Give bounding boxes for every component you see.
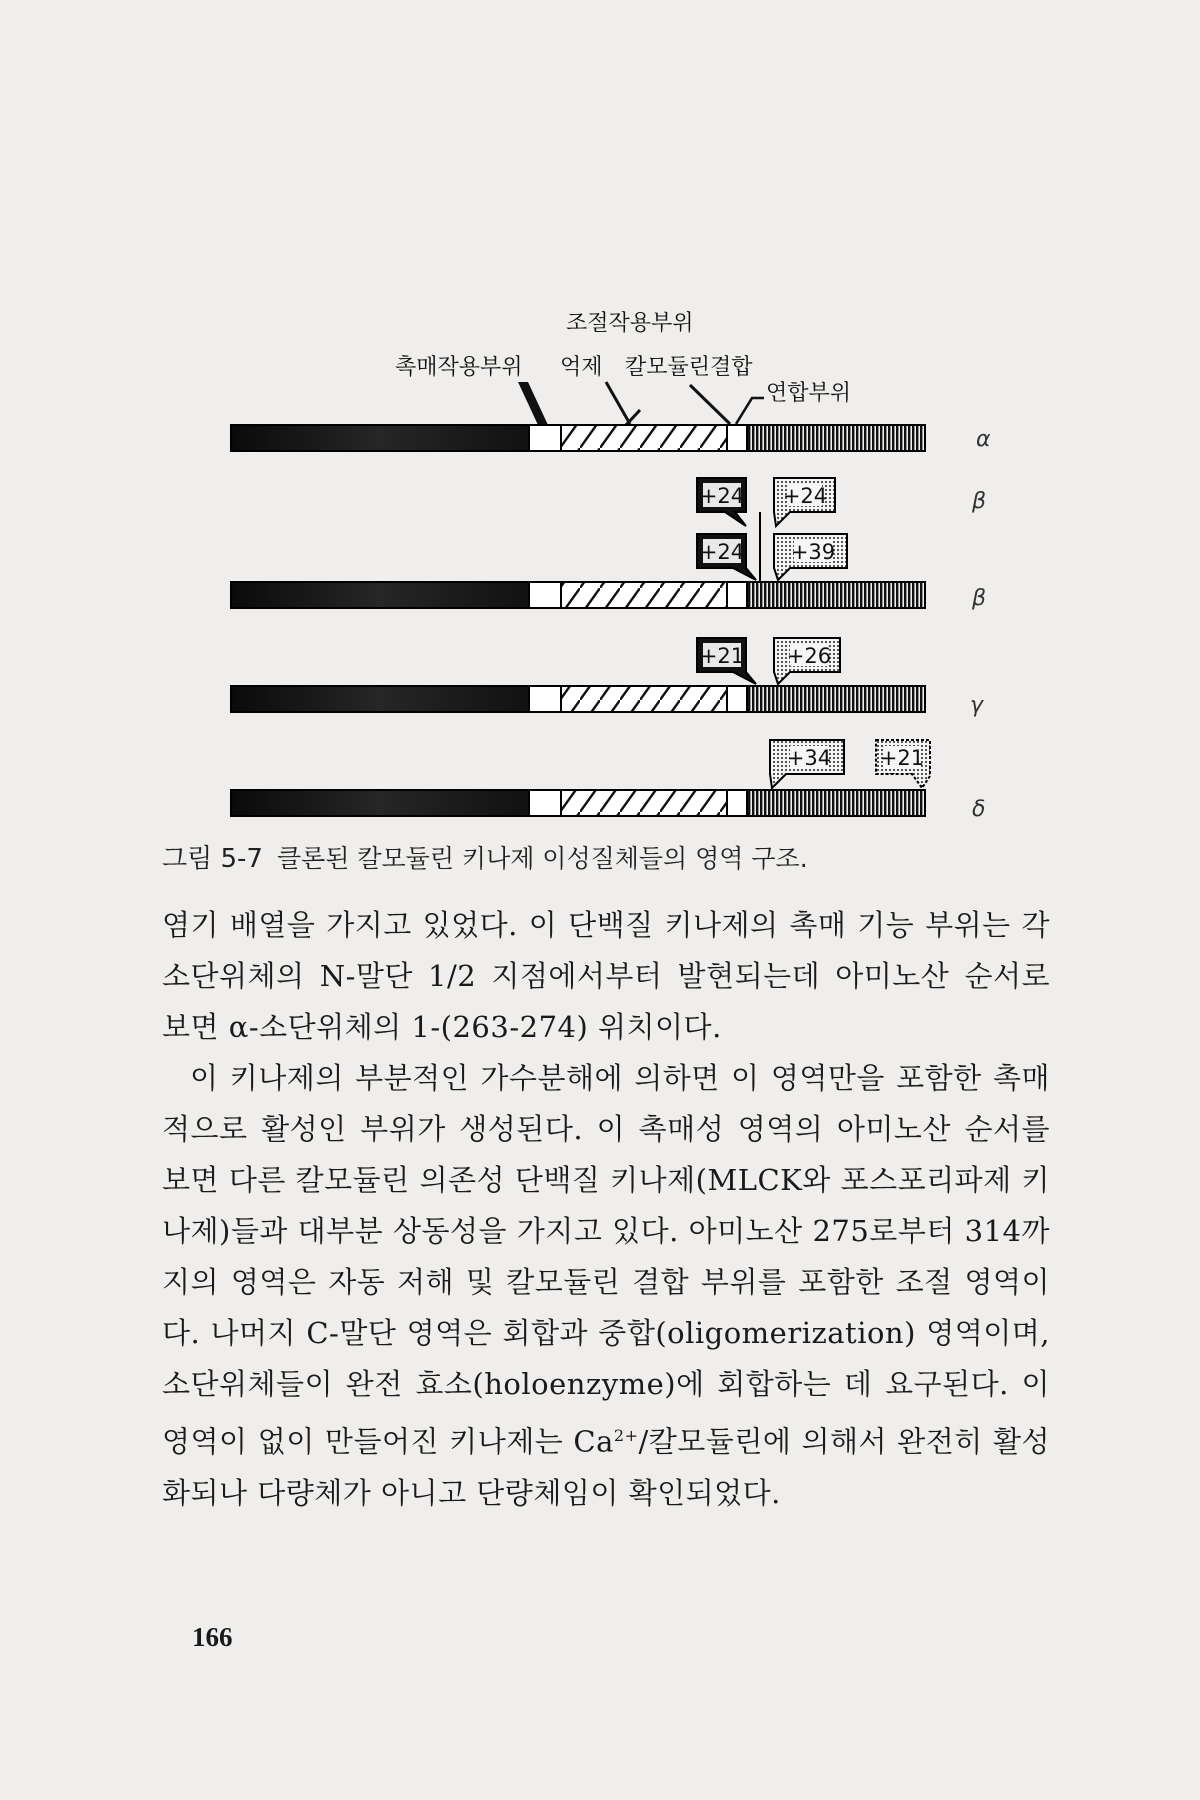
insert-box xyxy=(697,534,756,580)
isoform-labels xyxy=(970,427,991,822)
greek-label-beta-2: β xyxy=(972,586,987,611)
figure-caption xyxy=(162,838,808,875)
label-association-region: 연합부위 xyxy=(766,381,852,406)
insert-label: +21 xyxy=(699,644,745,668)
regulatory-domain xyxy=(561,686,727,712)
insert-label: +26 xyxy=(786,644,832,668)
association-pointer xyxy=(736,398,764,424)
paragraph-2-part-1: 이 키나제의 부분적인 가수분해에 의하면 이 영역만을 포함한 촉매적으로 활성인 부위가 생성된다. 이 촉매성 영역의 아미노산 순서를 보면 다른 칼모듈린 의존성 단백질 키나제(MLCK와 포스포리파제 키나제)들과 대부분 상동성을 가지고 있다. 아미노산 275로부터 314까지의 영역은 자동 저해 및 칼모듈린 결합 부위를 포함한 조절 영역이다. 나머지 C-말단 영역은 회합과 중합(oligomerization) 영역이며, 소단위체들이 완전 효소(holoenzyme)에 회합하는 데 요구된다. 이 영역이 없이 만들어진 키나제는 Ca xyxy=(162,1061,1050,1459)
paragraph-2-part-2: /칼모듈린에 의해서 완전히 활성화되나 다량체가 아니고 단량체임이 확인되었다. xyxy=(162,1424,1051,1510)
gap-domain xyxy=(529,686,561,712)
insert-label: +24 xyxy=(699,484,745,508)
gap-domain xyxy=(529,582,561,608)
association-domain xyxy=(747,425,925,451)
insert-box xyxy=(876,740,930,788)
insert-box xyxy=(774,638,840,684)
bar-alpha xyxy=(231,425,925,451)
bar-beta xyxy=(231,582,925,608)
insert-label: +24 xyxy=(782,484,828,508)
domain-structure-figure xyxy=(0,0,1200,830)
association-domain xyxy=(747,790,925,816)
body-text xyxy=(162,900,1050,1519)
greek-label-delta: δ xyxy=(972,797,986,822)
page-number: 166 xyxy=(192,1622,233,1652)
catalytic-domain xyxy=(231,790,529,816)
association-domain xyxy=(747,582,925,608)
bar-delta xyxy=(231,790,925,816)
insert-label: +24 xyxy=(699,540,745,564)
regulatory-domain xyxy=(561,425,727,451)
catalytic-domain xyxy=(231,425,529,451)
insert-box xyxy=(697,478,746,526)
link-domain xyxy=(727,582,747,608)
figure-caption-text: 클론된 칼모듈린 키나제 이성질체들의 영역 구조. xyxy=(276,844,808,873)
inhibitory-pointer xyxy=(606,382,630,424)
label-calmodulin-binding: 칼모듈린결합 xyxy=(625,355,753,380)
bar-gamma xyxy=(231,686,925,712)
insert-box xyxy=(774,534,847,580)
insert-label: +21 xyxy=(879,746,925,770)
catalytic-pointer xyxy=(518,382,548,425)
superscript-charge: 2+ xyxy=(613,1426,639,1445)
figure-number: 그림 5-7 xyxy=(162,844,263,874)
greek-label-beta-1: β xyxy=(972,489,987,514)
link-domain xyxy=(727,425,747,451)
insert-box xyxy=(774,478,835,526)
regulatory-domain xyxy=(561,582,727,608)
association-domain xyxy=(747,686,925,712)
greek-label-alpha: α xyxy=(976,427,991,452)
label-regulatory-region: 조절작용부위 xyxy=(566,311,694,336)
insert-boxes xyxy=(697,478,930,788)
regulatory-domain xyxy=(561,790,727,816)
paragraph-2 xyxy=(162,1053,1050,1519)
insert-box xyxy=(697,638,756,684)
label-catalytic-region: 촉매작용부위 xyxy=(395,355,523,380)
paragraph-1: 염기 배열을 가지고 있었다. 이 단백질 키나제의 촉매 기능 부위는 각 소단위체의 N-말단 1/2 지점에서부터 발현되는데 아미노산 순서로 보면 α-소단위체의 1-(263-274) 위치이다. xyxy=(162,908,1050,1044)
link-domain xyxy=(727,790,747,816)
link-domain xyxy=(727,686,747,712)
catalytic-domain xyxy=(231,582,529,608)
catalytic-domain xyxy=(231,686,529,712)
pointer-arrows xyxy=(518,382,764,426)
label-inhibitory: 억제 xyxy=(560,355,603,380)
insert-label: +34 xyxy=(786,746,832,770)
gap-domain xyxy=(529,425,561,451)
calmodulin-pointer xyxy=(690,385,730,424)
gap-domain xyxy=(529,790,561,816)
insert-box xyxy=(770,740,844,788)
greek-label-gamma: γ xyxy=(970,693,984,718)
insert-label: +39 xyxy=(790,540,836,564)
